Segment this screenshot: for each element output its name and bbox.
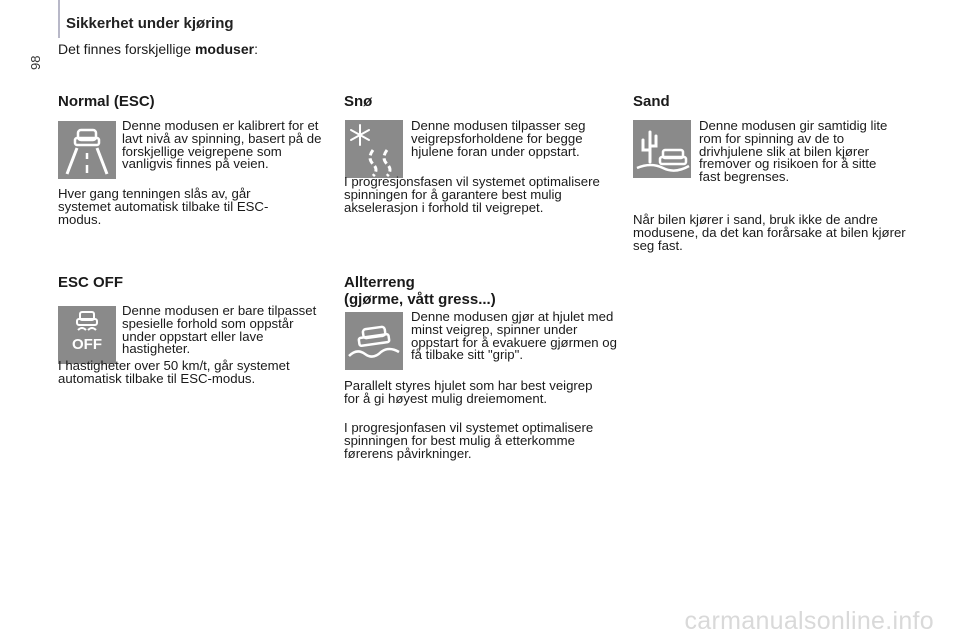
mode-text-sand-1: Denne modusen gir samtidig lite rom for spinning av de to drivhjulene slik at bilen kjører fremover og risikoen for å sitte fast begrenses. (699, 118, 888, 185)
cactus-car-icon (633, 120, 691, 178)
mode-title-esc-off: ESC OFF (58, 274, 124, 291)
mode-text-snow-1: Denne modusen tilpasser seg veigrepsforholdene for begge hjulene foran under oppstart. (411, 118, 586, 159)
section-title: Sikkerhet under kjøring (66, 15, 234, 32)
snowflake-road-icon (345, 120, 403, 178)
mode-text-sand-2: Når bilen kjører i sand, bruk ikke de andre modusene, da det kan forårsake at bilen kjører seg fast. (633, 212, 906, 253)
mode-text-allterreng-1: Denne modusen gjør at hjulet med minst veigrep, spinner under oppstart for å evakuere gjørmen og få tilbake sitt "grip". (411, 309, 617, 363)
mode-title-snow: Snø (344, 93, 373, 110)
esc-off-icon-label: OFF (72, 336, 102, 353)
margin-rule (58, 0, 60, 38)
page-number: 98 (28, 55, 43, 70)
mode-title-sand: Sand (633, 93, 670, 110)
mode-title-allterreng: Allterreng (gjørme, vått gress...) (344, 274, 496, 308)
mode-text-esc-off-1: Denne modusen er bare tilpasset spesielle forhold som oppstår under oppstart eller lave hastigheter. (122, 303, 317, 357)
mud-car-icon (345, 312, 403, 370)
esc-off-icon (58, 306, 116, 364)
watermark: carmanualsonline.info (684, 607, 934, 635)
mode-text-allterreng-2: Parallelt styres hjulet som har best veigrep for å gi høyest mulig dreiemoment. (344, 378, 593, 406)
mode-text-esc-off-2: I hastigheter over 50 km/t, går systemet automatisk tilbake til ESC-modus. (58, 358, 290, 386)
traction-road-icon (58, 121, 116, 179)
mode-text-normal-1: Denne modusen er kalibrert for et lavt nivå av spinning, basert på de forskjellige veigrepene som vanligvis finnes på veien. (122, 118, 322, 172)
mode-text-allterreng-3: I progresjonfasen vil systemet optimalisere spinningen for best mulig å etterkomme førerens påvirkninger. (344, 420, 594, 461)
mode-text-snow-2: I progresjonsfasen vil systemet optimalisere spinningen for å garantere best mulig akselerasjon i forhold til veigrepet. (344, 174, 600, 215)
mode-text-normal-2: Hver gang tenningen slås av, går systemet automatisk tilbake til ESC-modus. (58, 186, 269, 227)
mode-title-normal: Normal (ESC) (58, 93, 155, 110)
intro-text: Det finnes forskjellige moduser: (58, 41, 258, 57)
